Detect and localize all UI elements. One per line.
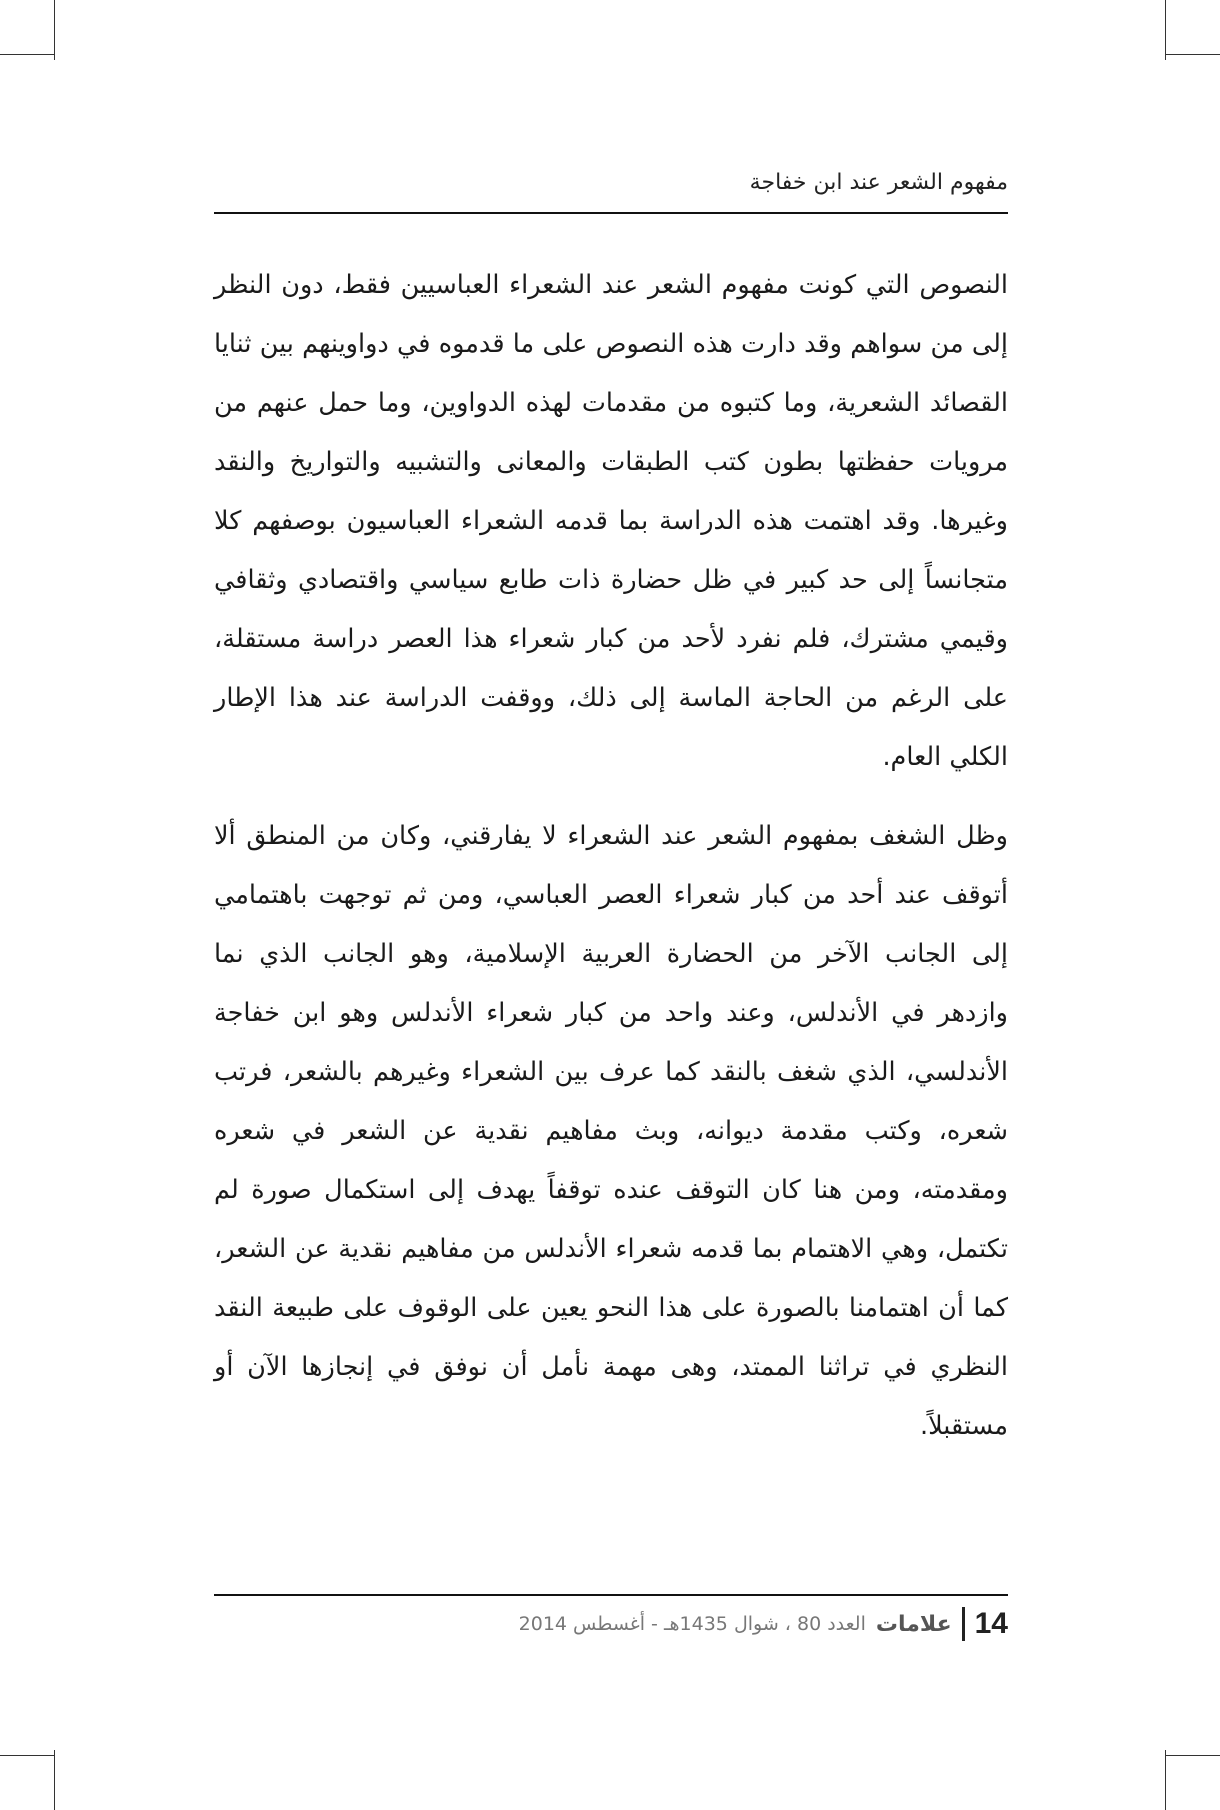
crop-mark <box>1165 54 1220 55</box>
crop-mark <box>1165 0 1166 60</box>
footer-rule <box>214 1594 1008 1596</box>
footer-divider <box>962 1607 965 1641</box>
crop-mark <box>0 1755 55 1756</box>
body-text <box>214 256 1008 1476</box>
paragraph: وظل الشغف بمفهوم الشعر عند الشعراء لا يفارقني، وكان من المنطق ألا أتوقف عند أحد من كبار شعراء العصر العباسي، ومن ثم توجهت باهتمامي إلى الجانب الآخر من الحضارة العربية الإسلامية، وهو الجانب الذي نما وازدهر في الأندلس، وعند واحد من كبار شعراء الأندلس وهو ابن خفاجة الأندلسي، الذي شغف بالنقد كما عرف بين الشعراء وغيرهم بالشعر، فرتب شعره، وكتب مقدمة ديوانه، وبث مفاهيم نقدية عن الشعر في شعره ومقدمته، ومن هنا كان التوقف عنده توقفاً يهدف إلى استكمال صورة لم تكتمل، وهي الاهتمام بما قدمه شعراء الأندلس من مفاهيم نقدية عن الشعر، كما أن اهتمامنا بالصورة على هذا النحو يعين على الوقوف على طبيعة النقد النظري في تراثنا الممتد، وهى مهمة نأمل أن نوفق في إنجازها الآن أو مستقبلاً. <box>214 821 1008 1441</box>
page-footer <box>214 1604 1008 1644</box>
magazine-logo: علامات <box>875 1611 952 1637</box>
crop-mark <box>0 54 55 55</box>
paragraph: النصوص التي كونت مفهوم الشعر عند الشعراء العباسيين فقط، دون النظر إلى من سواهم وقد دارت هذه النصوص على ما قدموه في دواوينهم بين ثنايا القصائد الشعرية، وما كتبوه من مقدمات لهذه الدواوين، وما حمل عنهم من مرويات حفظتها بطون كتب الطبقات والمعانى والتشبيه والتواريخ والنقد وغيرها. وقد اهتمت هذه الدراسة بما قدمه الشعراء العباسيون بوصفهم كلا متجانساً إلى حد كبير في ظل حضارة ذات طابع سياسي واقتصادي وثقافي وقيمي مشترك، فلم نفرد لأحد من كبار شعراء هذا العصر دراسة مستقلة، على الرغم من الحاجة الماسة إلى ذلك، ووقفت الدراسة عند هذا الإطار الكلي العام. <box>214 270 1008 772</box>
book-page <box>214 0 1008 1810</box>
crop-mark <box>54 0 55 60</box>
page-number: 14 <box>974 1607 1008 1640</box>
crop-mark <box>1165 1750 1166 1810</box>
issue-info: العدد 80 ، شوال 1435هـ - أغسطس 2014 <box>518 1613 866 1635</box>
header-rule <box>214 212 1008 214</box>
running-title: مفهوم الشعر عند ابن خفاجة <box>749 170 1008 195</box>
crop-mark <box>54 1750 55 1810</box>
crop-mark <box>1165 1755 1220 1756</box>
